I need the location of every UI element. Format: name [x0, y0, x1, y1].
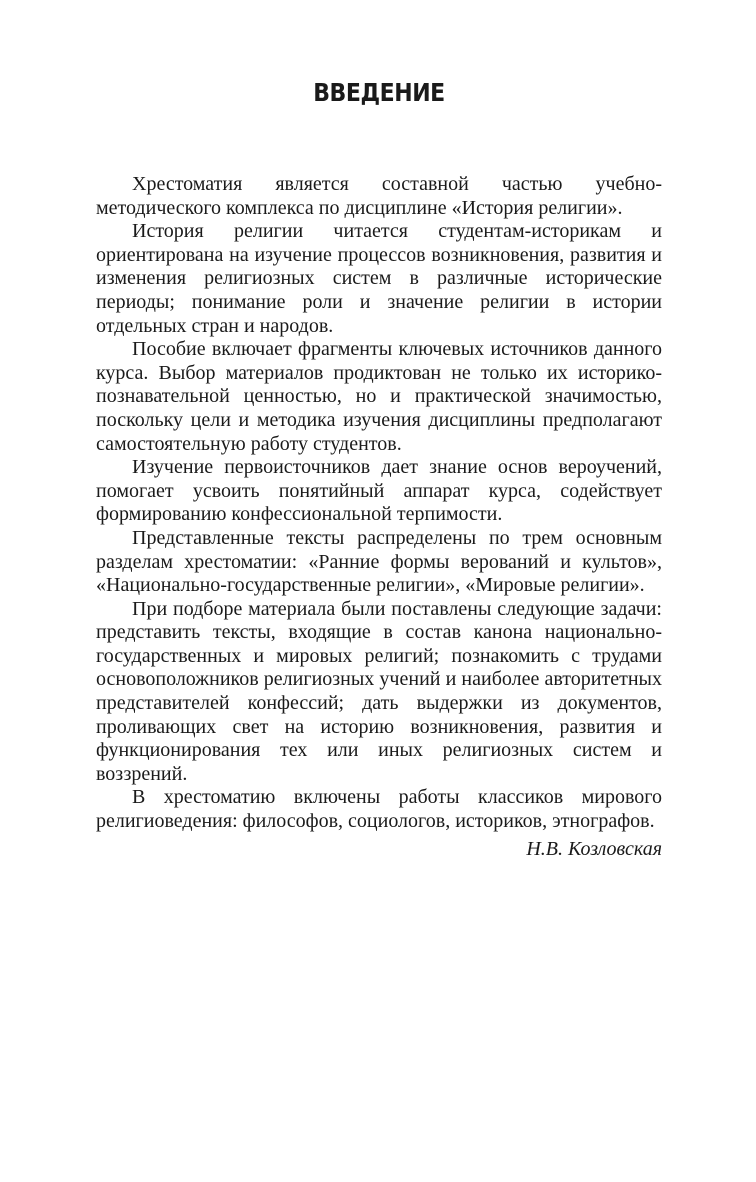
paragraph: Пособие включает фрагменты ключевых источников данного курса. Выбор материалов продиктован не только их историко-познавательной ценностью, но и практической значимостью, поскольку цели и методика изучения дисциплины предполагают самостоятельную работу студентов.: [96, 338, 662, 455]
paragraph: В хрестоматию включены работы классиков мирового религиоведения: философов, социологов, историков, этнографов.: [96, 786, 662, 833]
paragraph: Хрестоматия является составной частью учебно-методического комплекса по дисциплине «История религии».: [96, 173, 662, 219]
paragraph: Изучение первоисточников дает знание основ вероучений, помогает усвоить понятийный аппарат курса, содействует формированию конфессиональной терпимости.: [96, 456, 662, 526]
paragraph: При подборе материала были поставлены следующие задачи: представить тексты, входящие в состав канона национально-государственных и мировых религий; познакомить с трудами основоположников религиозных учений и наиболее авторитетных представителей конфессий; дать выдержки из документов, проливающих свет на историю возникновения, развития и функционирования тех или иных религиозных систем и воззрений.: [96, 597, 662, 785]
body-text: [96, 173, 662, 861]
paragraph: Представленные тексты распределены по трем основным разделам хрестоматии: «Ранние формы верований и культов», «Национально-государственные религии», «Мировые религии».: [96, 526, 662, 597]
author-signature: Н.В. Козловская: [526, 837, 662, 860]
page-title: ВВЕДЕНИЕ: [313, 78, 445, 107]
paragraph: История религии читается студентам-историкам и ориентирована на изучение процессов возникновения, развития и изменения религиозных систем в различные исторические периоды; понимание роли и значение религии в истории отдельных стран и народов.: [96, 220, 662, 337]
